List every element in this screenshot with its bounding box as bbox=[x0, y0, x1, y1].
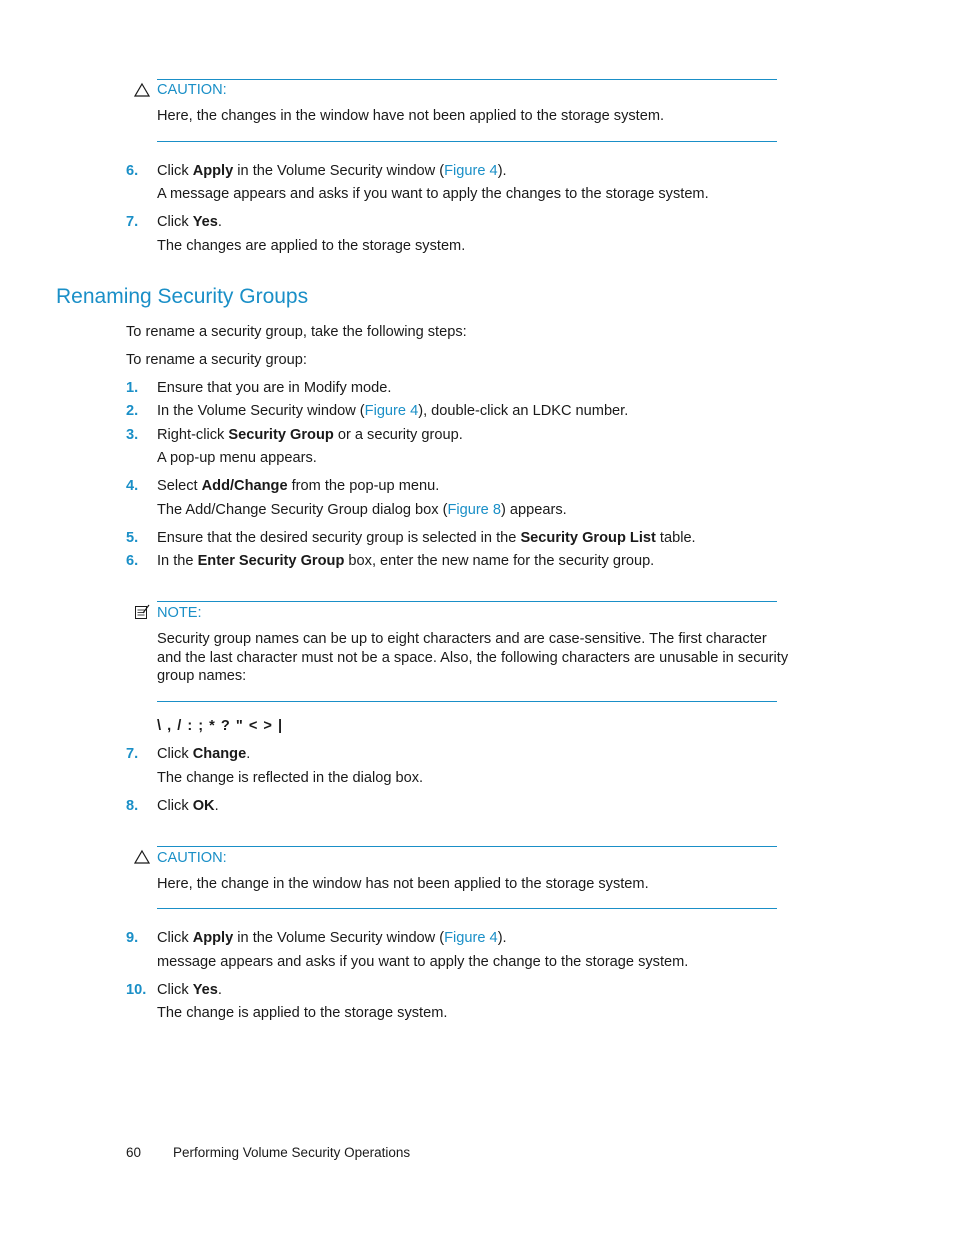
step-result: The change is applied to the storage system. bbox=[157, 1005, 448, 1021]
step-text-pre: Click bbox=[157, 214, 193, 230]
step-text-pre: Right-click bbox=[157, 427, 229, 443]
security-group-list-term: Security Group List bbox=[520, 530, 656, 546]
note-text: Security group names can be up to eight characters and are case-sensitive. The first character bbox=[157, 631, 767, 647]
step-text bbox=[157, 163, 507, 179]
note-label: NOTE: bbox=[157, 605, 202, 621]
caution-top-rule bbox=[157, 846, 777, 847]
step-text-post: box, enter the new name for the security group. bbox=[344, 553, 655, 569]
step-text-post: . bbox=[217, 982, 222, 998]
note-text: group names: bbox=[157, 668, 247, 684]
caution-bottom-rule bbox=[157, 908, 777, 909]
step-number: 7. bbox=[126, 746, 139, 762]
step-result: The change is reflected in the dialog box. bbox=[157, 770, 424, 786]
step-text bbox=[157, 798, 219, 814]
step-text-pre: Click bbox=[157, 163, 193, 179]
change-term: Change bbox=[192, 746, 247, 762]
intro-text: To rename a security group, take the following steps: bbox=[126, 324, 467, 340]
step-result bbox=[157, 502, 567, 518]
apply-term: Apply bbox=[192, 163, 234, 179]
step-number: 5. bbox=[126, 530, 139, 546]
step-text-pre: In the bbox=[157, 553, 198, 569]
step-text-post: table. bbox=[655, 530, 696, 546]
step-number: 1. bbox=[126, 380, 139, 396]
security-group-term: Security Group bbox=[228, 427, 334, 443]
caution-bottom-rule bbox=[157, 141, 777, 142]
step-text: Ensure that you are in Modify mode. bbox=[157, 380, 392, 396]
step-text-post: ). bbox=[497, 163, 507, 179]
step-number: 6. bbox=[126, 163, 139, 179]
section-title: Renaming Security Groups bbox=[56, 285, 309, 308]
step-text-pre: Click bbox=[157, 930, 193, 946]
running-footer-title: Performing Volume Security Operations bbox=[173, 1145, 411, 1160]
yes-term: Yes bbox=[192, 214, 218, 230]
yes-term: Yes bbox=[192, 982, 218, 998]
step-text bbox=[157, 478, 439, 494]
step-text bbox=[157, 930, 507, 946]
step-number: 2. bbox=[126, 403, 139, 419]
step-result-pre: The Add/Change Security Group dialog box ( bbox=[157, 502, 448, 518]
caution-triangle-icon bbox=[134, 82, 150, 98]
step-text-pre: Click bbox=[157, 798, 193, 814]
step-text-pre: In the Volume Security window ( bbox=[157, 403, 365, 419]
figure-link[interactable]: Figure 4 bbox=[364, 403, 419, 419]
caution-label: CAUTION: bbox=[157, 850, 227, 866]
step-text bbox=[157, 982, 222, 998]
step-result: message appears and asks if you want to apply the change to the storage system. bbox=[157, 954, 689, 970]
add-change-term: Add/Change bbox=[201, 478, 288, 494]
step-text bbox=[157, 214, 222, 230]
enter-security-group-term: Enter Security Group bbox=[197, 553, 345, 569]
figure-link[interactable]: Figure 4 bbox=[444, 163, 498, 179]
step-text-pre: Click bbox=[157, 982, 193, 998]
step-text-pre: Select bbox=[157, 478, 202, 494]
intro-text: To rename a security group: bbox=[126, 352, 307, 368]
step-result: A message appears and asks if you want to apply the changes to the storage system. bbox=[157, 186, 709, 202]
step-number: 3. bbox=[126, 427, 139, 443]
step-text bbox=[157, 553, 654, 569]
step-text bbox=[157, 530, 696, 546]
note-top-rule bbox=[157, 601, 777, 602]
step-number: 8. bbox=[126, 798, 139, 814]
step-text-post: . bbox=[246, 746, 251, 762]
step-text-mid: in the Volume Security window ( bbox=[233, 930, 445, 946]
figure-link[interactable]: Figure 8 bbox=[447, 502, 501, 518]
step-result: The changes are applied to the storage system. bbox=[157, 238, 466, 254]
ok-term: OK bbox=[192, 798, 215, 814]
note-bottom-rule bbox=[157, 701, 777, 702]
step-text bbox=[157, 427, 463, 443]
caution-top-rule bbox=[157, 79, 777, 80]
figure-link[interactable]: Figure 4 bbox=[444, 930, 498, 946]
step-text-post: ). bbox=[497, 930, 507, 946]
step-text-mid: in the Volume Security window ( bbox=[233, 163, 445, 179]
step-number: 4. bbox=[126, 478, 139, 494]
step-number: 10. bbox=[126, 982, 147, 998]
note-text: and the last character must not be a space. Also, the following characters are unusable in security bbox=[157, 650, 789, 666]
step-number: 9. bbox=[126, 930, 139, 946]
step-text-pre: Click bbox=[157, 746, 193, 762]
caution-label: CAUTION: bbox=[157, 82, 227, 98]
step-number: 6. bbox=[126, 553, 139, 569]
caution-text: Here, the change in the window has not been applied to the storage system. bbox=[157, 876, 649, 892]
note-pad-icon bbox=[134, 604, 150, 620]
step-text-pre: Ensure that the desired security group is selected in the bbox=[157, 530, 521, 546]
step-result: A pop-up menu appears. bbox=[157, 450, 317, 466]
step-text-post: ), double-click an LDKC number. bbox=[418, 403, 629, 419]
step-text bbox=[157, 403, 628, 419]
step-text-post: . bbox=[217, 214, 222, 230]
caution-triangle-icon bbox=[134, 849, 150, 865]
unusable-characters: \ , / : ; * ? " < > | bbox=[157, 718, 284, 734]
step-result-post: ) appears. bbox=[500, 502, 567, 518]
caution-text: Here, the changes in the window have not been applied to the storage system. bbox=[157, 108, 665, 124]
step-text-post: or a security group. bbox=[333, 427, 463, 443]
step-text bbox=[157, 746, 250, 762]
apply-term: Apply bbox=[192, 930, 234, 946]
step-text-post: from the pop-up menu. bbox=[287, 478, 440, 494]
step-number: 7. bbox=[126, 214, 139, 230]
page-number: 60 bbox=[126, 1145, 142, 1160]
step-text-post: . bbox=[214, 798, 219, 814]
